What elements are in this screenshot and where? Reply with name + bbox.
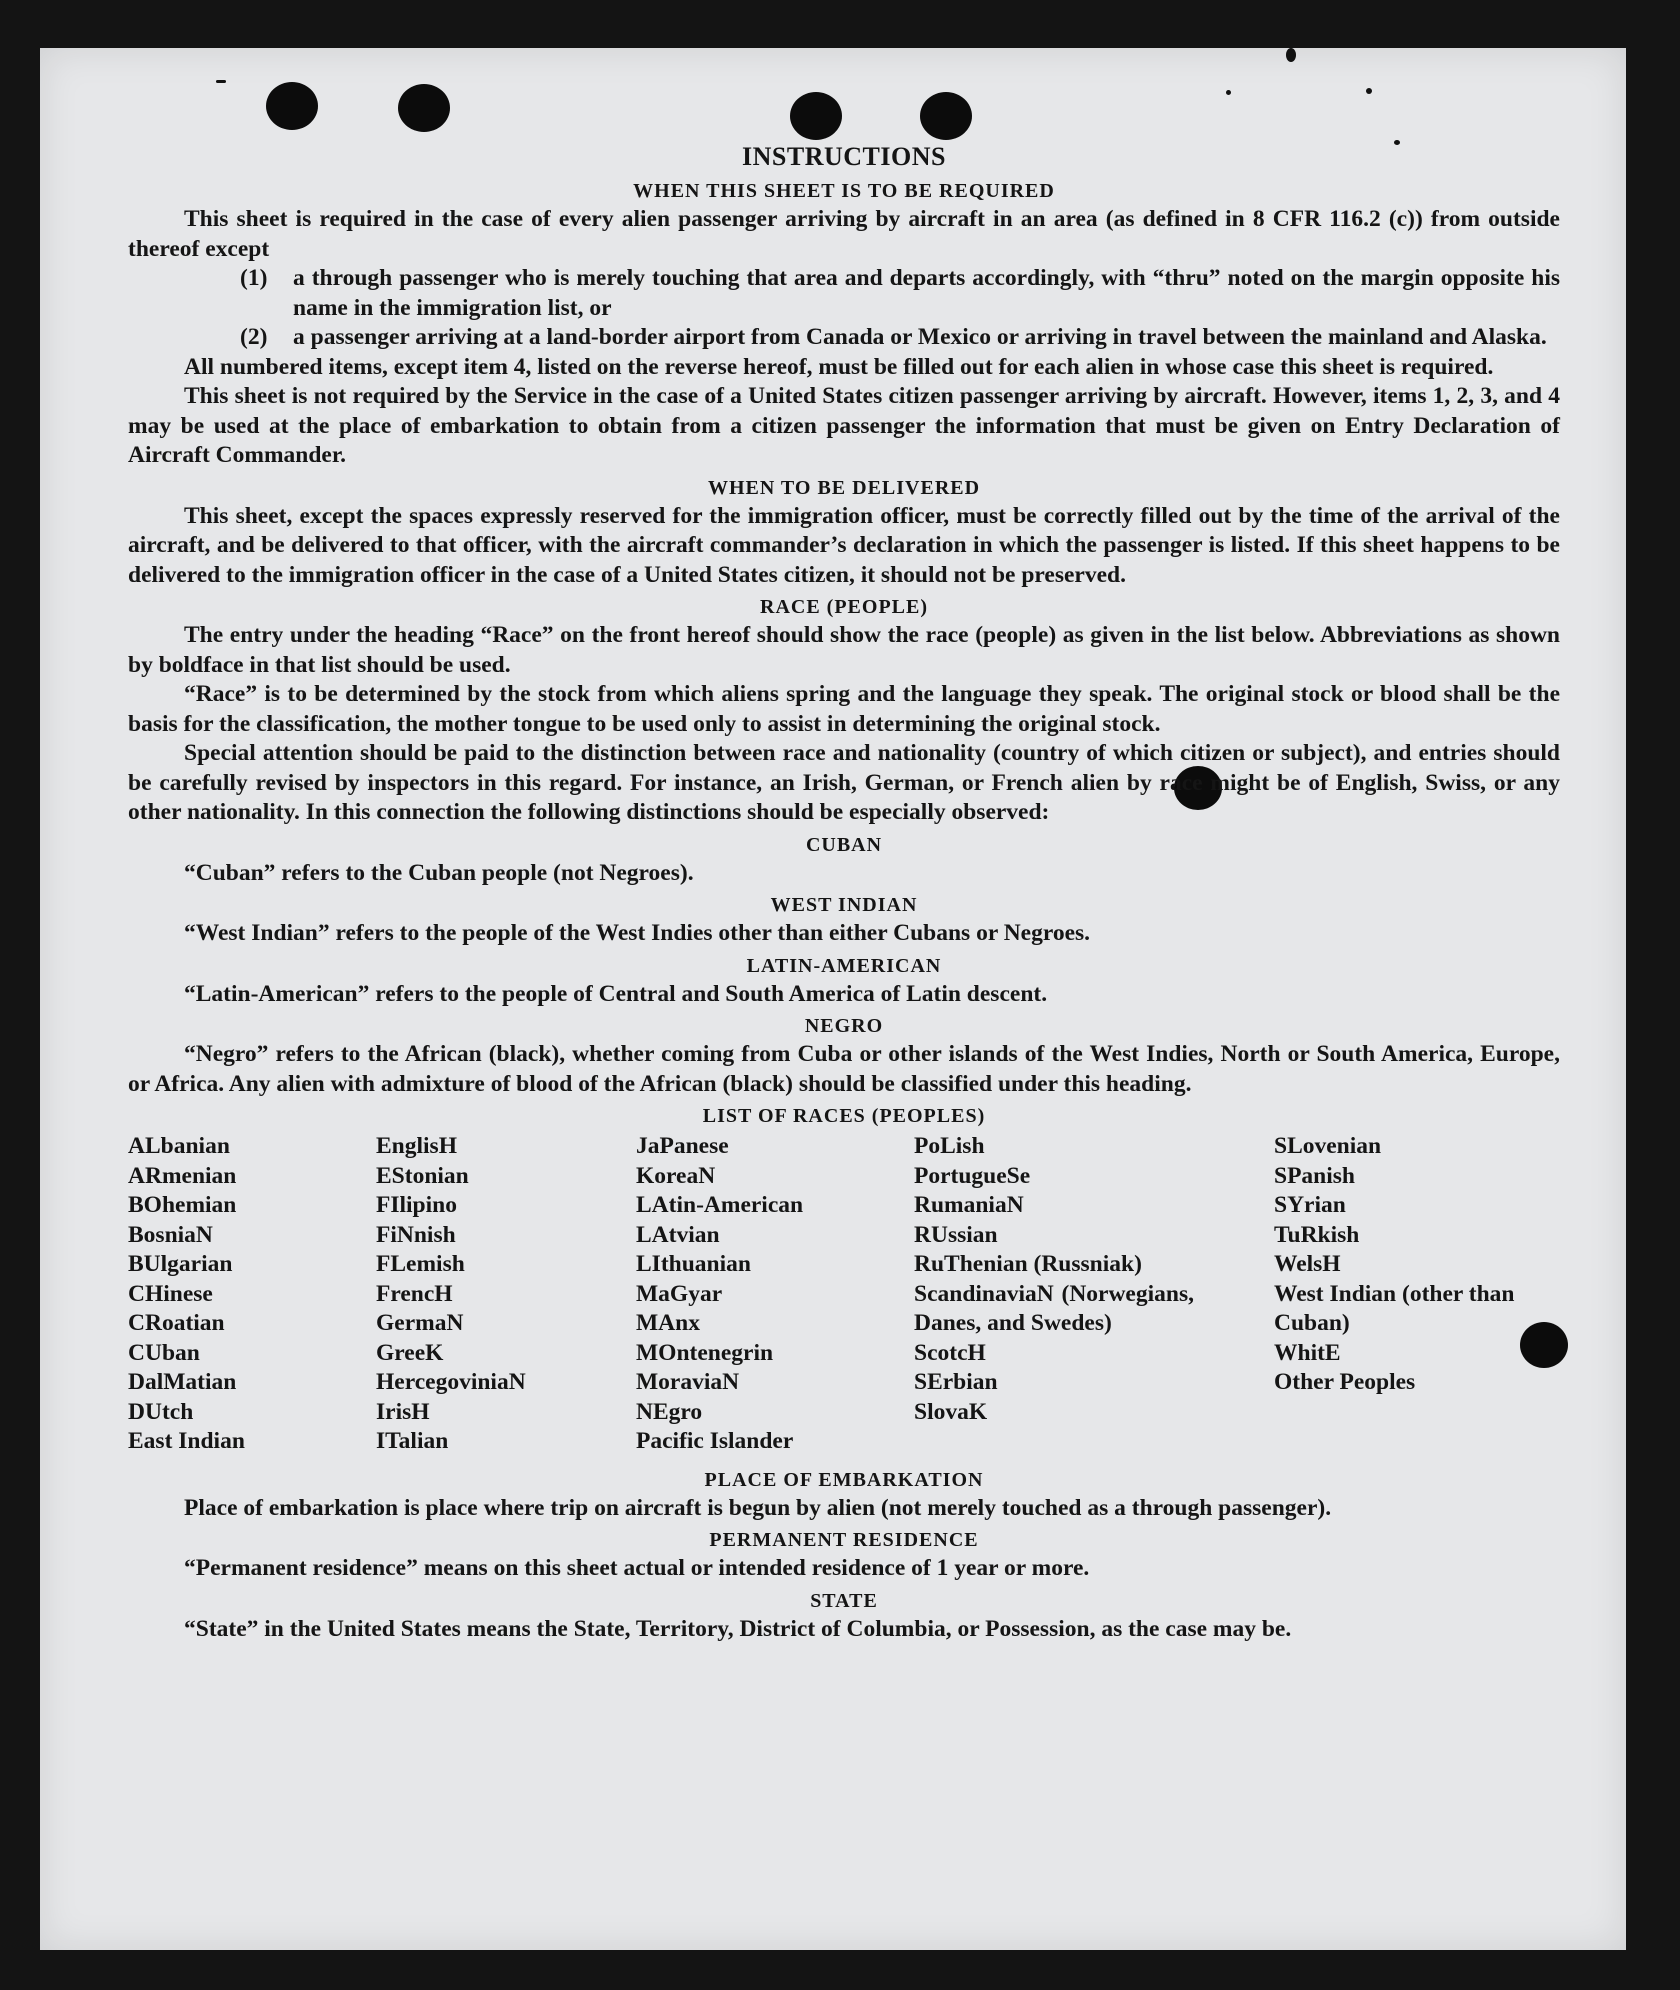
race-item: SErbian [914,1369,998,1395]
race-item: EStonian [376,1162,469,1189]
race-item: MAnx [636,1310,700,1336]
heading-state: STATE [810,1589,878,1612]
race-column-2 [376,1132,636,1457]
race-item: ScotcH [914,1339,986,1366]
required-paragraph-1: This sheet is required in the case of every alien passenger arriving by aircraft in an area (as defined in 8 CFR 116.2 (c)) from outside thereof except [128,206,1560,262]
race-item: LIthuanian [636,1251,751,1277]
item-number: (2) [240,324,268,350]
race-item: WelsH [1274,1251,1341,1277]
race-column-4 [914,1132,1274,1457]
heading-permanent-residence: PERMANENT RESIDENCE [709,1529,979,1551]
required-paragraph-3: This sheet is not required by the Service in the case of a United States citizen passenger arriving by aircraft. However, items 1, 2, 3, and 4 may be used at the place of embarkation to obtain from a citizen passenger the information that must be given on Entry Declaration of Aircraft Commander. [128,383,1560,468]
exception-item-2 [128,323,1560,353]
heading-when-required: WHEN THIS SHEET IS TO BE REQUIRED [633,180,1055,202]
race-paragraph-3: Special attention should be paid to the distinction between race and nationality (country of which citizen or subject), and entries should be carefully revised by inspectors in this regard. For instance, an Irish, German, or French alien by race might be of English, Swiss, or any other nationality. In this connection the following distinctions should be especially observed: [128,740,1560,825]
race-item: LAtin-American [636,1192,804,1218]
race-item: East Indian [128,1428,245,1454]
race-item: PortugueSe [914,1162,1031,1189]
heading-negro: NEGRO [804,1015,884,1037]
race-list [128,1132,1560,1457]
race-item: WhitE [1274,1339,1341,1366]
speck [216,80,226,83]
heading-cuban: CUBAN [805,833,883,856]
heading-race: RACE (PEOPLE) [760,596,928,618]
race-item: CRoatian [128,1310,225,1336]
race-item: BUlgarian [128,1251,233,1277]
race-paragraph-1: The entry under the heading “Race” on the front hereof should show the race (people) as given in the list below. Abbreviations as shown by boldface in that list should be used. [128,622,1560,678]
race-item: TuRkish [1274,1221,1360,1248]
race-item: RuThenian (Russniak) [914,1251,1142,1277]
speck [1286,48,1296,62]
speck [1226,90,1231,95]
race-paragraph-2: “Race” is to be determined by the stock from which aliens spring and the language they speak. The original stock or blood shall be the basis for the classification, the mother tongue to be used only to assist in determining the original stock. [128,681,1560,737]
race-item: Pacific Islander [636,1428,794,1454]
latin-american-definition: “Latin-American” refers to the people of Central and South America of Latin descent. [184,980,1048,1007]
page-title: INSTRUCTIONS [742,142,946,171]
race-item: SPanish [1274,1162,1355,1189]
race-item: SYrian [1274,1192,1346,1218]
race-column-5 [1274,1132,1560,1457]
delivered-paragraph: This sheet, except the spaces expressly reserved for the immigration officer, must be correctly filled out by the time of the arrival of the aircraft, and be delivered to that officer, with the aircraft commander’s declaration in which the passenger is listed. If this sheet happens to be delivered to the immigration officer in the case of a United States citizen, it should not be preserved. [128,502,1560,588]
race-item: JaPanese [636,1133,729,1159]
race-item: MoraviaN [636,1369,740,1395]
race-item: FiNnish [376,1221,456,1248]
heading-latin-american: LATIN-AMERICAN [746,954,942,977]
item-number: (1) [240,265,268,291]
race-item: SLovenian [1274,1133,1382,1159]
race-item: ScandinaviaN (Norwegians, Danes, and Swedes) [914,1280,1194,1336]
race-item: MaGyar [636,1280,723,1307]
heading-list-of-races: LIST OF RACES (PEOPLES) [702,1105,986,1127]
race-column-1 [128,1132,376,1457]
punch-hole [790,92,842,140]
race-item: CHinese [128,1280,213,1307]
cuban-definition: “Cuban” refers to the Cuban people (not Negroes). [184,859,694,886]
punch-hole [920,92,972,140]
race-item: NEgro [636,1398,703,1425]
embarkation-definition: Place of embarkation is place where trip on aircraft is begun by alien (not merely touched as a through passenger). [184,1494,1332,1521]
race-column-3 [636,1132,914,1457]
heading-when-delivered: WHEN TO BE DELIVERED [707,476,981,499]
punch-hole [398,84,450,132]
race-item: MOntenegrin [636,1339,774,1366]
race-item: LAtvian [636,1221,720,1248]
race-item: RUssian [914,1221,998,1248]
race-item: FIlipino [376,1192,457,1218]
state-definition: “State” in the United States means the State, Territory, District of Columbia, or Possession, as the case may be. [184,1615,1292,1642]
west-indian-definition: “West Indian” refers to the people of the West Indies other than either Cubans or Negroes. [184,920,1091,946]
race-item: FLemish [376,1251,465,1277]
heading-west-indian: WEST INDIAN [770,894,918,916]
race-item: DalMatian [128,1369,237,1395]
race-item: DUtch [128,1398,194,1425]
race-item: BosniaN [128,1221,213,1248]
race-item: SlovaK [914,1398,988,1425]
race-item: HercegoviniaN [376,1369,526,1395]
race-item: ARmenian [128,1162,237,1189]
race-item: KoreaN [636,1162,716,1189]
exception-item-1 [128,264,1560,323]
race-item: Other Peoples [1274,1369,1416,1395]
item-text: a passenger arriving at a land-border airport from Canada or Mexico or arriving in travel between the mainland and Alaska. [293,324,1547,350]
race-item: GermaN [376,1310,464,1336]
residence-definition: “Permanent residence” means on this sheet actual or intended residence of 1 year or more. [184,1555,1090,1581]
punch-hole [266,82,318,130]
speck [1366,88,1372,94]
race-item: PoLish [914,1133,985,1159]
instructions-content [128,140,1560,1644]
race-item: CUban [128,1339,200,1366]
race-item: IrisH [376,1398,430,1425]
race-item: EnglisH [376,1133,457,1159]
race-item: GreeK [376,1339,444,1366]
instruction-sheet [40,48,1626,1950]
race-item: West Indian (other than Cuban) [1274,1280,1515,1336]
race-item: FrencH [376,1280,453,1307]
race-item: RumaniaN [914,1192,1024,1218]
heading-place-of-embarkation: PLACE OF EMBARKATION [704,1468,984,1491]
race-item: BOhemian [128,1192,237,1218]
negro-definition: “Negro” refers to the African (black), whether coming from Cuba or other islands of the West Indies, North or South America, Europe, or Africa. Any alien with admixture of blood of the African (black) should be classified under this heading. [128,1041,1560,1097]
item-text: a through passenger who is merely touching that area and departs accordingly, with “thru” noted on the margin opposite his name in the immigration list, or [293,265,1560,321]
race-item: ITalian [376,1428,449,1454]
race-item: ALbanian [128,1133,230,1159]
required-paragraph-2: All numbered items, except item 4, listed on the reverse hereof, must be filled out for each alien in whose case this sheet is required. [184,353,1494,380]
